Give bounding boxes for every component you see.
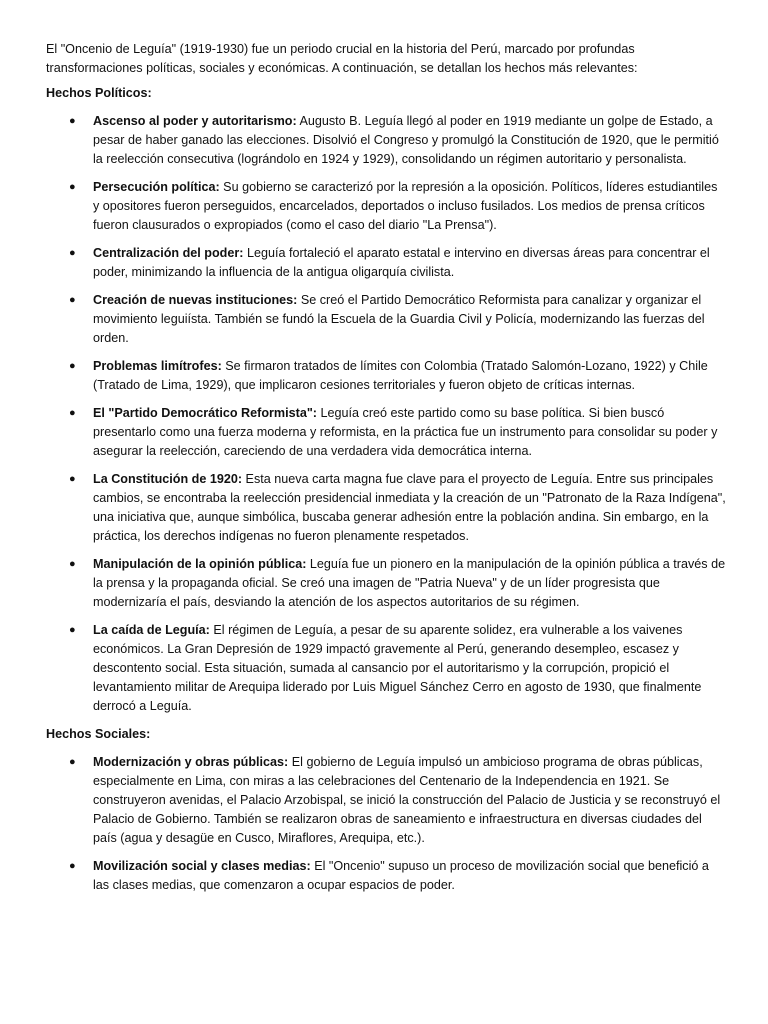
item-text: Leguía fue un pionero en la manipulación de la opinión pública a través de la prensa y la propaganda oficial. Se creó una imagen de "Patria Nueva" y de un líder progresista que modernizaría el país, desviando la atención de los aspectos autoritarios de su régimen.: [93, 557, 726, 609]
bullet-icon: ●: [69, 360, 76, 372]
intro-paragraph: El "Oncenio de Leguía" (1919-1930) fue un periodo crucial en la historia del Perú, marcado por profundas transformaciones políticas, sociales y económicas. A continuación, se detallan los hechos más relevantes:: [46, 42, 638, 75]
item-title: Movilización social y clases medias:: [93, 859, 311, 873]
list-item: [46, 357, 726, 395]
list-item: [46, 178, 726, 235]
item-text: El "Oncenio" supuso un proceso de movilización social que benefició a las clases medias, que comenzaron a ocupar espacios de poder.: [93, 859, 709, 892]
item-text: Su gobierno se caracterizó por la represión a la oposición. Políticos, líderes estudiantiles y opositores fueron perseguidos, encarcelados, deportados o incluso fusilados. Los medios de prensa críticos fueron clausurados o expropiados (como el caso del diario "La Prensa").: [93, 180, 718, 232]
item-title: Problemas limítrofes:: [93, 359, 222, 373]
item-title: Ascenso al poder y autoritarismo:: [93, 114, 297, 128]
document-page: [46, 40, 726, 895]
bullet-icon: ●: [69, 407, 76, 419]
list-item: [46, 404, 726, 461]
bullet-icon: ●: [69, 860, 76, 872]
item-text: Augusto B. Leguía llegó al poder en 1919 mediante un golpe de Estado, a pesar de haber ganado las elecciones. Disolvió el Congreso y promulgó la Constitución de 1920, que le permitió la reelección consecutiva (lográndolo en 1924 y 1929), consolidando un régimen autoritario y personalista.: [93, 114, 719, 166]
item-title: Creación de nuevas instituciones:: [93, 293, 298, 307]
item-text: Esta nueva carta magna fue clave para el proyecto de Leguía. Entre sus principales cambios, se encontraba la reelección presidencial inmediata y la creación de un "Patronato de la Raza Indígena", una iniciativa que, aunque simbólica, buscaba generar adhesión entre la población andina. Sin embargo, en la práctica, los derechos indígenas no fueron plenamente respetados.: [93, 472, 726, 543]
item-text: El régimen de Leguía, a pesar de su aparente solidez, era vulnerable a los vaivenes económicos. La Gran Depresión de 1929 impactó gravemente al Perú, generando desempleo, escasez y descontento social. Esta situación, sumada al cansancio por el autoritarismo y la corrupción, propició el levantamiento militar de Arequipa liderado por Luis Miguel Sánchez Cerro en agosto de 1930, que finalmente derrocó a Leguía.: [93, 623, 702, 713]
item-title: Persecución política:: [93, 180, 220, 194]
bullet-icon: ●: [69, 756, 76, 768]
bullet-icon: ●: [69, 294, 76, 306]
bullet-icon: ●: [69, 624, 76, 636]
social-facts-list: [46, 753, 726, 895]
political-facts-list: [46, 112, 726, 716]
bullet-icon: ●: [69, 473, 76, 485]
bullet-icon: ●: [69, 558, 76, 570]
item-text: El gobierno de Leguía impulsó un ambicioso programa de obras públicas, especialmente en Lima, con miras a las celebraciones del Centenario de la Independencia en 1921. Se construyeron avenidas, el Palacio Arzobispal, se inició la construcción del Palacio de Justicia y se reconstruyó el Palacio de Gobierno. También se realizaron obras de saneamiento e infraestructura en diversas ciudades del país (agua y desagüe en Cusco, Miraflores, Arequipa, etc.).: [93, 755, 721, 845]
section-heading-political: Hechos Políticos:: [46, 86, 152, 100]
section-heading-social: Hechos Sociales:: [46, 727, 151, 741]
item-title: La Constitución de 1920:: [93, 472, 243, 486]
item-text: Leguía creó este partido como su base política. Si bien buscó presentarlo como una fuerza moderna y reformista, en la práctica fue un instrumento para consolidar su poder y asegurar la reelección, careciendo de una verdadera vida democrática interna.: [93, 406, 718, 458]
item-title: El "Partido Democrático Reformista":: [93, 406, 317, 420]
list-item: [46, 857, 726, 895]
bullet-icon: ●: [69, 115, 76, 127]
item-text: Se firmaron tratados de límites con Colombia (Tratado Salomón-Lozano, 1922) y Chile (Tratado de Lima, 1929), que implicaron cesiones territoriales y fueron objeto de críticas internas.: [93, 359, 708, 392]
item-title: La caída de Leguía:: [93, 623, 210, 637]
list-item: [46, 291, 726, 348]
item-text: Leguía fortaleció el aparato estatal e intervino en diversas áreas para concentrar el poder, minimizando la influencia de la antigua oligarquía civilista.: [93, 246, 710, 279]
list-item: [46, 470, 726, 546]
bullet-icon: ●: [69, 181, 76, 193]
item-title: Manipulación de la opinión pública:: [93, 557, 307, 571]
item-title: Centralización del poder:: [93, 246, 244, 260]
item-title: Modernización y obras públicas:: [93, 755, 289, 769]
list-item: [46, 753, 726, 848]
list-item: [46, 112, 726, 169]
list-item: [46, 244, 726, 282]
list-item: [46, 555, 726, 612]
bullet-icon: ●: [69, 247, 76, 259]
list-item: [46, 621, 726, 716]
item-text: Se creó el Partido Democrático Reformista para canalizar y organizar el movimiento leguiísta. También se fundó la Escuela de la Guardia Civil y Policía, modernizando las fuerzas del orden.: [93, 293, 705, 345]
